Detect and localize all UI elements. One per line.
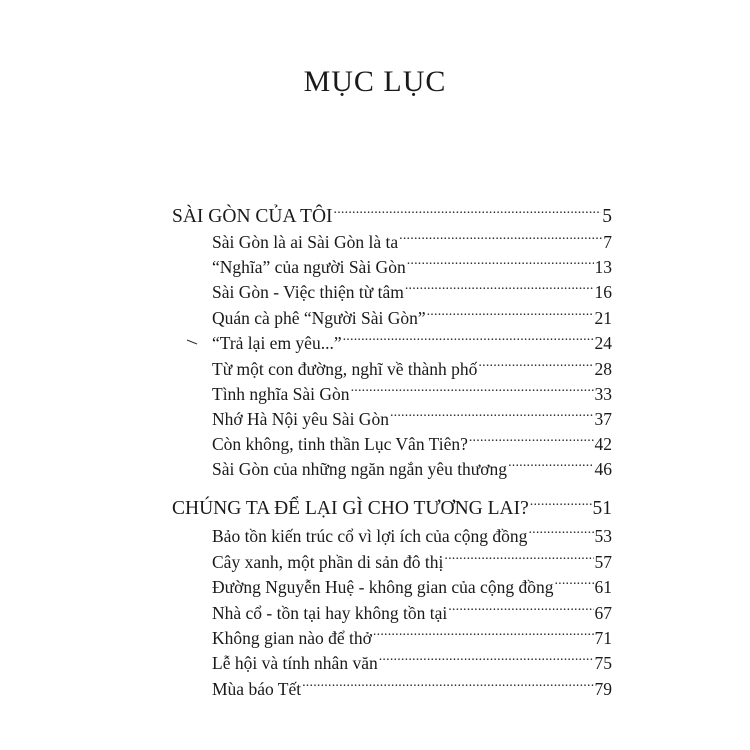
toc-item-title: Cây xanh, một phần di sản đô thị <box>212 552 444 572</box>
dot-leader <box>530 488 592 514</box>
dot-leader <box>379 643 594 669</box>
toc-item <box>212 247 612 277</box>
toc-section-title: SÀI GÒN CỦA TÔI <box>172 206 333 227</box>
toc-item-page-number: 71 <box>594 628 612 648</box>
toc-item <box>212 593 612 623</box>
dot-leader <box>302 669 593 695</box>
toc-item-title: Sài Gòn - Việc thiện từ tâm <box>212 282 404 302</box>
dot-leader <box>351 374 594 400</box>
toc-item-title: Nhà cổ - tồn tại hay không tồn tại <box>212 603 448 623</box>
stray-pen-mark <box>186 339 198 345</box>
toc-item <box>212 374 612 404</box>
toc-section <box>172 488 612 519</box>
toc-item-page-number: 37 <box>594 409 612 429</box>
toc-item-title: Sài Gòn của những ngăn ngắn yêu thương <box>212 459 508 479</box>
toc-item-title: Còn không, tinh thần Lục Vân Tiên? <box>212 434 468 454</box>
toc-item-page-number: 16 <box>594 282 612 302</box>
dot-leader <box>427 298 594 324</box>
toc-item-title: Tình nghĩa Sài Gòn <box>212 384 350 404</box>
toc-item-page-number: 57 <box>594 552 612 572</box>
toc-item <box>212 567 612 597</box>
dot-leader <box>444 542 593 568</box>
toc-item-title: Từ một con đường, nghĩ về thành phố <box>212 359 478 379</box>
toc-item-page-number: 53 <box>594 526 612 546</box>
dot-leader <box>390 399 594 425</box>
toc-item-title: Bảo tồn kiến trúc cổ vì lợi ích của cộng đồng <box>212 526 528 546</box>
dot-leader <box>334 196 602 222</box>
toc-item <box>212 516 612 546</box>
toc-section-page-number: 5 <box>602 206 612 227</box>
dot-leader <box>407 247 594 273</box>
dot-leader <box>399 222 602 248</box>
toc-item-page-number: 24 <box>594 333 612 353</box>
toc-item-title: Quán cà phê “Người Sài Gòn” <box>212 308 426 328</box>
toc-item-page-number: 46 <box>594 459 612 479</box>
dot-leader <box>528 516 593 542</box>
toc-item-title: “Trả lại em yêu...” <box>212 333 342 353</box>
dot-leader <box>554 567 593 593</box>
dot-leader <box>448 593 593 619</box>
dot-leader <box>508 449 593 475</box>
toc-item-title: Không gian nào để thở <box>212 628 372 648</box>
toc-section-title: CHÚNG TA ĐỂ LẠI GÌ CHO TƯƠNG LAI? <box>172 498 529 519</box>
toc-item-title: Lễ hội và tính nhân văn <box>212 653 378 673</box>
page-title: MỤC LỤC <box>303 65 447 98</box>
dot-leader <box>343 323 594 349</box>
toc-item-page-number: 33 <box>594 384 612 404</box>
toc-item <box>212 349 612 379</box>
toc-item-title: Mùa báo Tết <box>212 679 302 699</box>
toc-item <box>212 323 612 353</box>
toc-item <box>212 222 612 252</box>
toc-item-title: “Nghĩa” của người Sài Gòn <box>212 257 406 277</box>
dot-leader <box>373 618 594 644</box>
toc-item-page-number: 79 <box>594 679 612 699</box>
toc-item <box>212 643 612 673</box>
toc-item-page-number: 13 <box>594 257 612 277</box>
toc-item-title: Đường Nguyễn Huệ - không gian của cộng đồng <box>212 577 554 597</box>
toc-item-page-number: 42 <box>594 434 612 454</box>
toc-section <box>172 196 612 227</box>
toc-item-page-number: 67 <box>594 603 612 623</box>
toc-section-page-number: 51 <box>592 498 612 519</box>
toc-item <box>212 298 612 328</box>
toc-item-page-number: 7 <box>603 232 612 252</box>
toc-item <box>212 669 612 699</box>
toc-item-page-number: 21 <box>594 308 612 328</box>
toc-item-page-number: 75 <box>594 653 612 673</box>
dot-leader <box>469 424 594 450</box>
toc-item <box>212 424 612 454</box>
toc-item <box>212 399 612 429</box>
dot-leader <box>405 272 594 298</box>
toc-item-page-number: 28 <box>594 359 612 379</box>
toc-item <box>212 272 612 302</box>
toc-item <box>212 618 612 648</box>
toc-item-title: Nhớ Hà Nội yêu Sài Gòn <box>212 409 389 429</box>
toc-item <box>212 449 612 479</box>
dot-leader <box>478 349 593 375</box>
toc-item-title: Sài Gòn là ai Sài Gòn là ta <box>212 232 399 252</box>
toc-item <box>212 542 612 572</box>
toc-item-page-number: 61 <box>594 577 612 597</box>
